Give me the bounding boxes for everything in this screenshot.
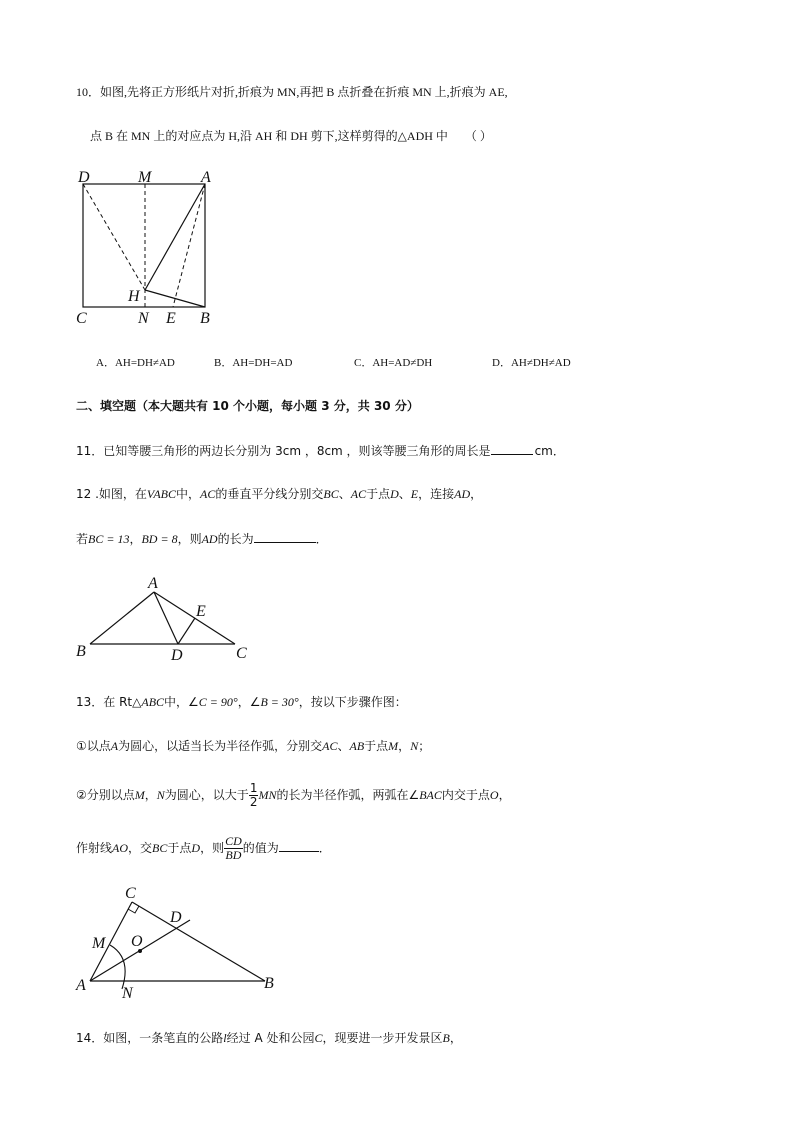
q12-label-D: D: [171, 647, 183, 664]
q13-line4: [76, 834, 331, 862]
q12-label-A: A: [148, 575, 158, 592]
q13-text: ，交: [128, 841, 153, 855]
q13-text: 为圆心，以大于: [164, 788, 249, 802]
q14-text: 14．如图，一条笔直的公路: [76, 1031, 224, 1045]
q12-line2: [76, 530, 328, 547]
q13-mn: MN: [258, 788, 277, 802]
q13-cd: CD: [225, 834, 242, 848]
q12-answer-blank[interactable]: [254, 530, 316, 543]
q12-text: 若: [76, 532, 89, 546]
q13-text: ①以点: [76, 739, 111, 753]
q12-line1: [76, 486, 482, 502]
q12-ad: AD: [201, 532, 218, 546]
q11-line: [76, 442, 565, 459]
q13-angle-b: B = 30°: [260, 695, 299, 709]
q14-point-c: C: [314, 1031, 323, 1045]
q12-point-e: E: [410, 487, 419, 501]
q13-text: ，按以下步骤作图：: [298, 695, 407, 709]
q13-point-d: D: [191, 841, 201, 855]
q13-label-N: N: [122, 985, 133, 1002]
q13-ab: AB: [349, 739, 365, 753]
q13-text: ②分别以点: [76, 788, 135, 802]
q13-answer-blank[interactable]: [279, 839, 319, 852]
q14-text: ，: [449, 1031, 462, 1045]
q12-text: 于点: [366, 487, 391, 501]
q11-answer-blank[interactable]: [491, 442, 533, 455]
q13-text: ，∠: [237, 695, 261, 709]
q10-line1: 10．如图,先将正方形纸片对折,折痕为 MN,再把 B 点折叠在折痕 MN 上,折痕为 AE,: [76, 85, 508, 99]
q10-label-E: E: [166, 310, 176, 327]
q11-end: ．: [552, 444, 565, 458]
q12-label-B: B: [76, 643, 86, 660]
q10-option-b: B．AH=DH=AD: [214, 357, 293, 369]
q12-text: ，连接: [418, 487, 455, 501]
q13-label-B: B: [264, 975, 274, 992]
q13-text: ，: [498, 788, 511, 802]
q12-sep: 、: [398, 487, 411, 501]
q12-text: 12 .如图，在: [76, 487, 147, 501]
q10-label-B: B: [200, 310, 210, 327]
q12-ac: AC: [350, 487, 367, 501]
q13-point-m: M: [134, 788, 145, 802]
q13-text: 于点: [167, 841, 192, 855]
q12-end: ．: [315, 532, 328, 546]
q12-text: ，: [470, 487, 483, 501]
q13-angle-c: C = 90°: [198, 695, 238, 709]
q13-line1: [76, 694, 407, 710]
q12-label-C: C: [236, 645, 247, 662]
q10-label-H: H: [128, 288, 140, 305]
q13-text: 13．在 Rt△: [76, 695, 142, 709]
q12-triangle-figure: [72, 572, 262, 667]
q10-label-D: D: [78, 169, 90, 186]
q13-text: 为圆心，以适当长为半径作弧，分别交: [118, 739, 323, 753]
q12-point-d: D: [390, 487, 399, 501]
q13-bac: BAC: [419, 788, 442, 802]
q10-square-figure: [72, 165, 232, 330]
q12-text: ，: [129, 532, 142, 546]
q12-label-E: E: [196, 603, 206, 620]
q13-label-O: O: [131, 933, 143, 950]
q13-text: 的值为: [242, 841, 279, 855]
q13-triangle-figure: [72, 884, 292, 1002]
q13-text: 于点: [364, 739, 389, 753]
q14-text: ，现要进一步开发景区: [322, 1031, 443, 1045]
q13-abc: ABC: [141, 695, 165, 709]
section-2-heading: 二、填空题（本大题共有 10 个小题，每小题 3 分，共 30 分）: [76, 399, 419, 413]
q10-label-C: C: [76, 310, 87, 327]
q13-text: ，则: [200, 841, 225, 855]
q13-point-n: N: [156, 788, 165, 802]
q12-text: ，则: [177, 532, 202, 546]
q10-label-M: M: [138, 169, 152, 186]
q13-end: ．: [318, 841, 331, 855]
q14-road-l: l: [223, 1031, 227, 1045]
q13-point-a: A: [110, 739, 119, 753]
q13-label-C: C: [125, 885, 136, 902]
q13-bc: BC: [152, 841, 168, 855]
q13-half-fraction: [249, 782, 259, 809]
q14-point-b: B: [442, 1031, 450, 1045]
q14-line1: [76, 1030, 462, 1046]
q10-line2: [90, 128, 492, 144]
q12-text: 的长为: [217, 532, 254, 546]
q13-half-num: 1: [249, 781, 258, 795]
q10-label-N: N: [138, 310, 149, 327]
q13-ao: AO: [112, 841, 129, 855]
q11-text: 11．已知等腰三角形的两边长分别为 3cm ，8cm ，则该等腰三角形的周长是: [76, 444, 491, 458]
q13-label-D: D: [170, 909, 182, 926]
q13-text: 内交于点: [441, 788, 490, 802]
q13-text: 中，∠: [164, 695, 199, 709]
q12-text: 中，: [176, 487, 201, 501]
q10-line2-text: 点 B 在 MN 上的对应点为 H,沿 AH 和 DH 剪下,这样剪得的△ADH 中: [90, 129, 448, 143]
q13-text: 、: [337, 739, 350, 753]
q12-bc-value: BC = 13: [88, 532, 130, 546]
q13-step2: [76, 782, 511, 809]
q13-bd: BD: [225, 848, 242, 862]
q10-label-A: A: [201, 169, 211, 186]
q12-bc: BC: [323, 487, 339, 501]
q12-ac: AC: [200, 487, 216, 501]
q13-text: ；: [418, 739, 431, 753]
q12-triangle: VABC: [146, 487, 177, 501]
q14-text: 经过 A 处和公园: [226, 1031, 315, 1045]
q13-text: ，: [398, 739, 411, 753]
q10-option-a: A．AH=DH≠AD: [96, 357, 175, 369]
q12-bd-value: BD = 8: [141, 532, 178, 546]
q12-sep: 、: [338, 487, 351, 501]
q13-text: ，: [144, 788, 157, 802]
q10-option-c: C．AH=AD≠DH: [354, 357, 433, 369]
q13-point-m: M: [388, 739, 399, 753]
q13-text: 的长为半径作弧，两弧在∠: [276, 788, 420, 802]
q13-step1: [76, 738, 430, 754]
q10-answer-paren: （ ）: [464, 129, 492, 143]
q10-option-d: D．AH≠DH≠AD: [492, 357, 571, 369]
q12-text: 的垂直平分线分别交: [215, 487, 324, 501]
q13-ac: AC: [322, 739, 338, 753]
q12-ad: AD: [454, 487, 471, 501]
q13-label-M: M: [92, 935, 106, 952]
q13-point-n: N: [410, 739, 419, 753]
q13-text: 作射线: [76, 841, 113, 855]
q13-label-A: A: [76, 977, 86, 994]
q13-point-o: O: [489, 788, 499, 802]
q13-ratio-fraction: [224, 835, 243, 862]
q11-unit: cm: [534, 444, 553, 458]
q13-half-den: 2: [249, 795, 258, 809]
